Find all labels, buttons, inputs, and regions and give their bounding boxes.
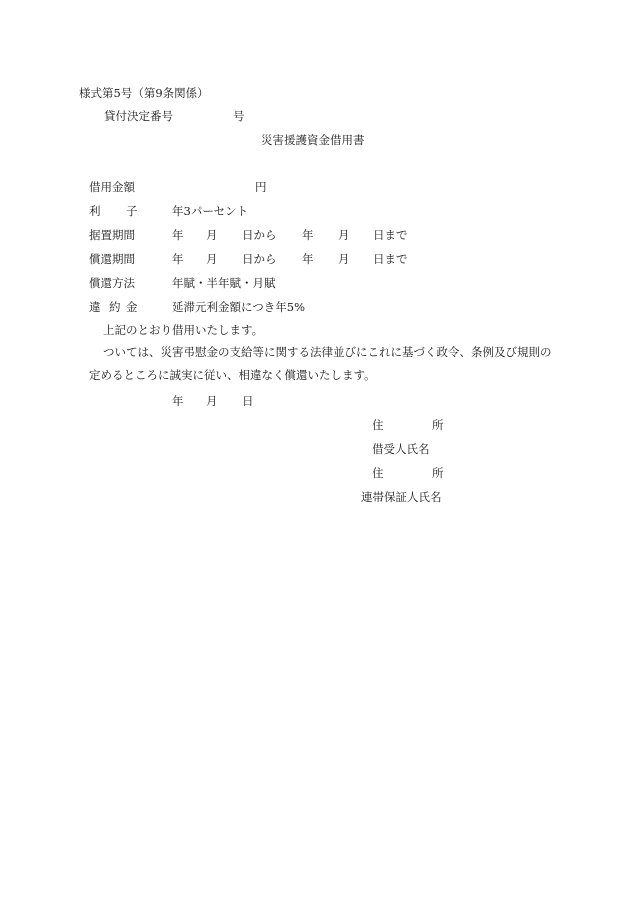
address-label-1b: 所 xyxy=(432,418,444,432)
grace-from: 日から xyxy=(242,228,277,242)
statement-compliance xyxy=(89,341,559,387)
penalty-label-c: 金 xyxy=(126,300,138,314)
address-label-2a: 住 xyxy=(372,466,384,480)
amount-label: 借用金額 xyxy=(89,180,135,194)
grace-until: 日まで xyxy=(373,228,408,242)
borrower-name-label: 借受人氏名 xyxy=(372,442,430,456)
interest-label-b: 子 xyxy=(126,204,138,218)
address-label-2b: 所 xyxy=(432,466,444,480)
repay-until: 日まで xyxy=(373,252,408,266)
repay-method-value: 年賦・半年賦・月賦 xyxy=(172,276,276,290)
penalty-label-b: 約 xyxy=(109,300,121,314)
decision-number-suffix: 号 xyxy=(233,109,245,123)
date-month: 月 xyxy=(206,394,218,408)
repay-period-label: 償還期間 xyxy=(89,252,135,266)
document-title: 災害援護資金借用書 xyxy=(261,133,365,147)
repay-month2: 月 xyxy=(338,252,350,266)
date-year: 年 xyxy=(172,394,184,408)
amount-unit: 円 xyxy=(255,180,267,194)
statement-compliance-text: ついては、災害弔慰金の支給等に関する法律並びにこれに基づく政令、条例及び規則の定めるところに誠実に従い、相違なく償還いたします。 xyxy=(89,345,552,382)
guarantor-name-label: 連帯保証人氏名 xyxy=(361,490,442,504)
repay-month: 月 xyxy=(206,252,218,266)
grace-month: 月 xyxy=(206,228,218,242)
grace-month2: 月 xyxy=(338,228,350,242)
penalty-label-a: 違 xyxy=(89,300,101,314)
repay-year2: 年 xyxy=(302,252,314,266)
grace-label: 据置期間 xyxy=(89,228,135,242)
interest-value: 年3パーセント xyxy=(172,204,249,218)
grace-year2: 年 xyxy=(302,228,314,242)
interest-label-a: 利 xyxy=(89,204,101,218)
repay-year: 年 xyxy=(172,252,184,266)
address-label-1a: 住 xyxy=(372,418,384,432)
repay-from: 日から xyxy=(242,252,277,266)
grace-year: 年 xyxy=(172,228,184,242)
decision-number-label: 貸付決定番号 xyxy=(104,109,173,123)
repay-method-label: 償還方法 xyxy=(89,276,135,290)
form-reference: 様式第5号（第9条関係） xyxy=(79,86,209,100)
date-day: 日 xyxy=(242,394,254,408)
statement-borrow: 上記のとおり借用いたします。 xyxy=(103,323,264,337)
penalty-value: 延滞元利金額につき年5% xyxy=(172,300,306,314)
